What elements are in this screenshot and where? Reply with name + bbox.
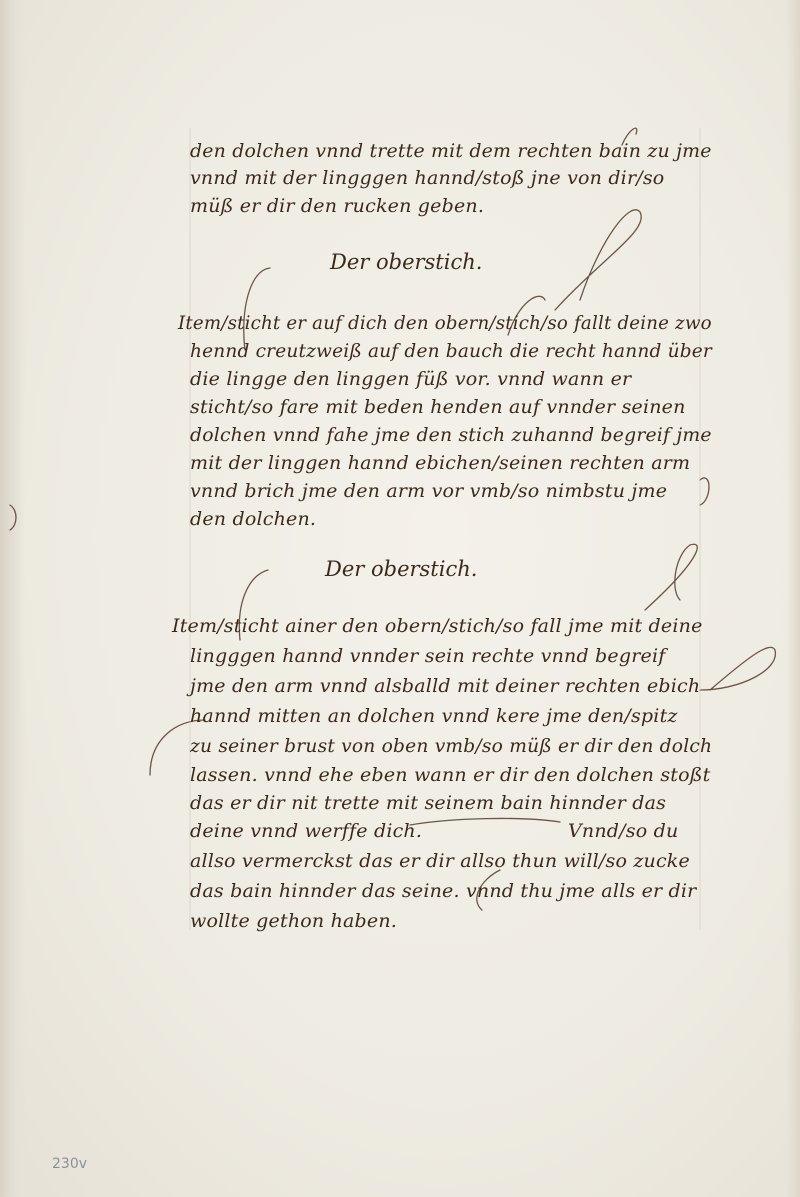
ascender-flourish	[700, 478, 709, 505]
text-line: deine vnnd werffe dich.	[190, 820, 423, 842]
text-line: dolchen vnnd fahe jme den stich zuhannd begreif jme	[190, 424, 712, 446]
text-line: hannd mitten an dolchen vnnd kere jme den/spitz	[190, 705, 678, 727]
text-line: das er dir nit trette mit seinem bain hinnder das	[190, 792, 667, 814]
ascender-flourish	[645, 544, 697, 610]
swash-flourish	[10, 505, 16, 530]
text-line: zu seiner brust von oben vmb/so müß er dir den dolch	[190, 735, 713, 757]
text-line: hennd creutzweiß auf den bauch die recht hannd über	[190, 340, 712, 362]
text-line: den dolchen.	[190, 508, 317, 530]
text-line: Vnnd/so du	[568, 820, 679, 842]
text-line: lingggen hannd vnnder sein rechte vnnd begreif	[190, 645, 666, 667]
section-heading: Der oberstich.	[330, 250, 483, 274]
folio-number: 230v	[52, 1156, 88, 1172]
swash-flourish	[410, 818, 560, 825]
text-line: den dolchen vnnd trette mit dem rechten bain zu jme	[190, 140, 712, 162]
text-line: vnnd brich jme den arm vor vmb/so nimbstu jme	[190, 480, 668, 502]
text-line: jme den arm vnnd alsballd mit deiner rechten ebich	[190, 675, 701, 697]
ascender-flourish	[244, 268, 270, 350]
section-heading: Der oberstich.	[325, 557, 478, 581]
text-line: vnnd mit der lingggen hannd/stoß jne von dir/so	[190, 167, 665, 189]
text-line: wollte gethon haben.	[190, 910, 398, 932]
text-line: Item/sticht ainer den obern/stich/so fall jme mit deine	[172, 615, 703, 637]
text-line: Item/sticht er auf dich den obern/stich/so fallt deine zwo	[178, 312, 712, 334]
swash-flourish	[700, 647, 775, 690]
ascender-flourish	[555, 210, 641, 310]
text-line: sticht/so fare mit beden henden auf vnnder seinen	[190, 396, 686, 418]
text-line: mit der linggen hannd ebichen/seinen rechten arm	[190, 452, 691, 474]
text-line: die lingge den linggen füß vor. vnnd wann er	[190, 368, 632, 390]
text-line: müß er dir den rucken geben.	[190, 195, 485, 217]
text-line: lassen. vnnd ehe eben wann er dir den dolchen stoßt	[190, 764, 711, 786]
text-line: das bain hinnder das seine. vnnd thu jme alls er dir	[190, 880, 697, 902]
text-line: allso vermerckst das er dir allso thun will/so zucke	[190, 850, 690, 872]
